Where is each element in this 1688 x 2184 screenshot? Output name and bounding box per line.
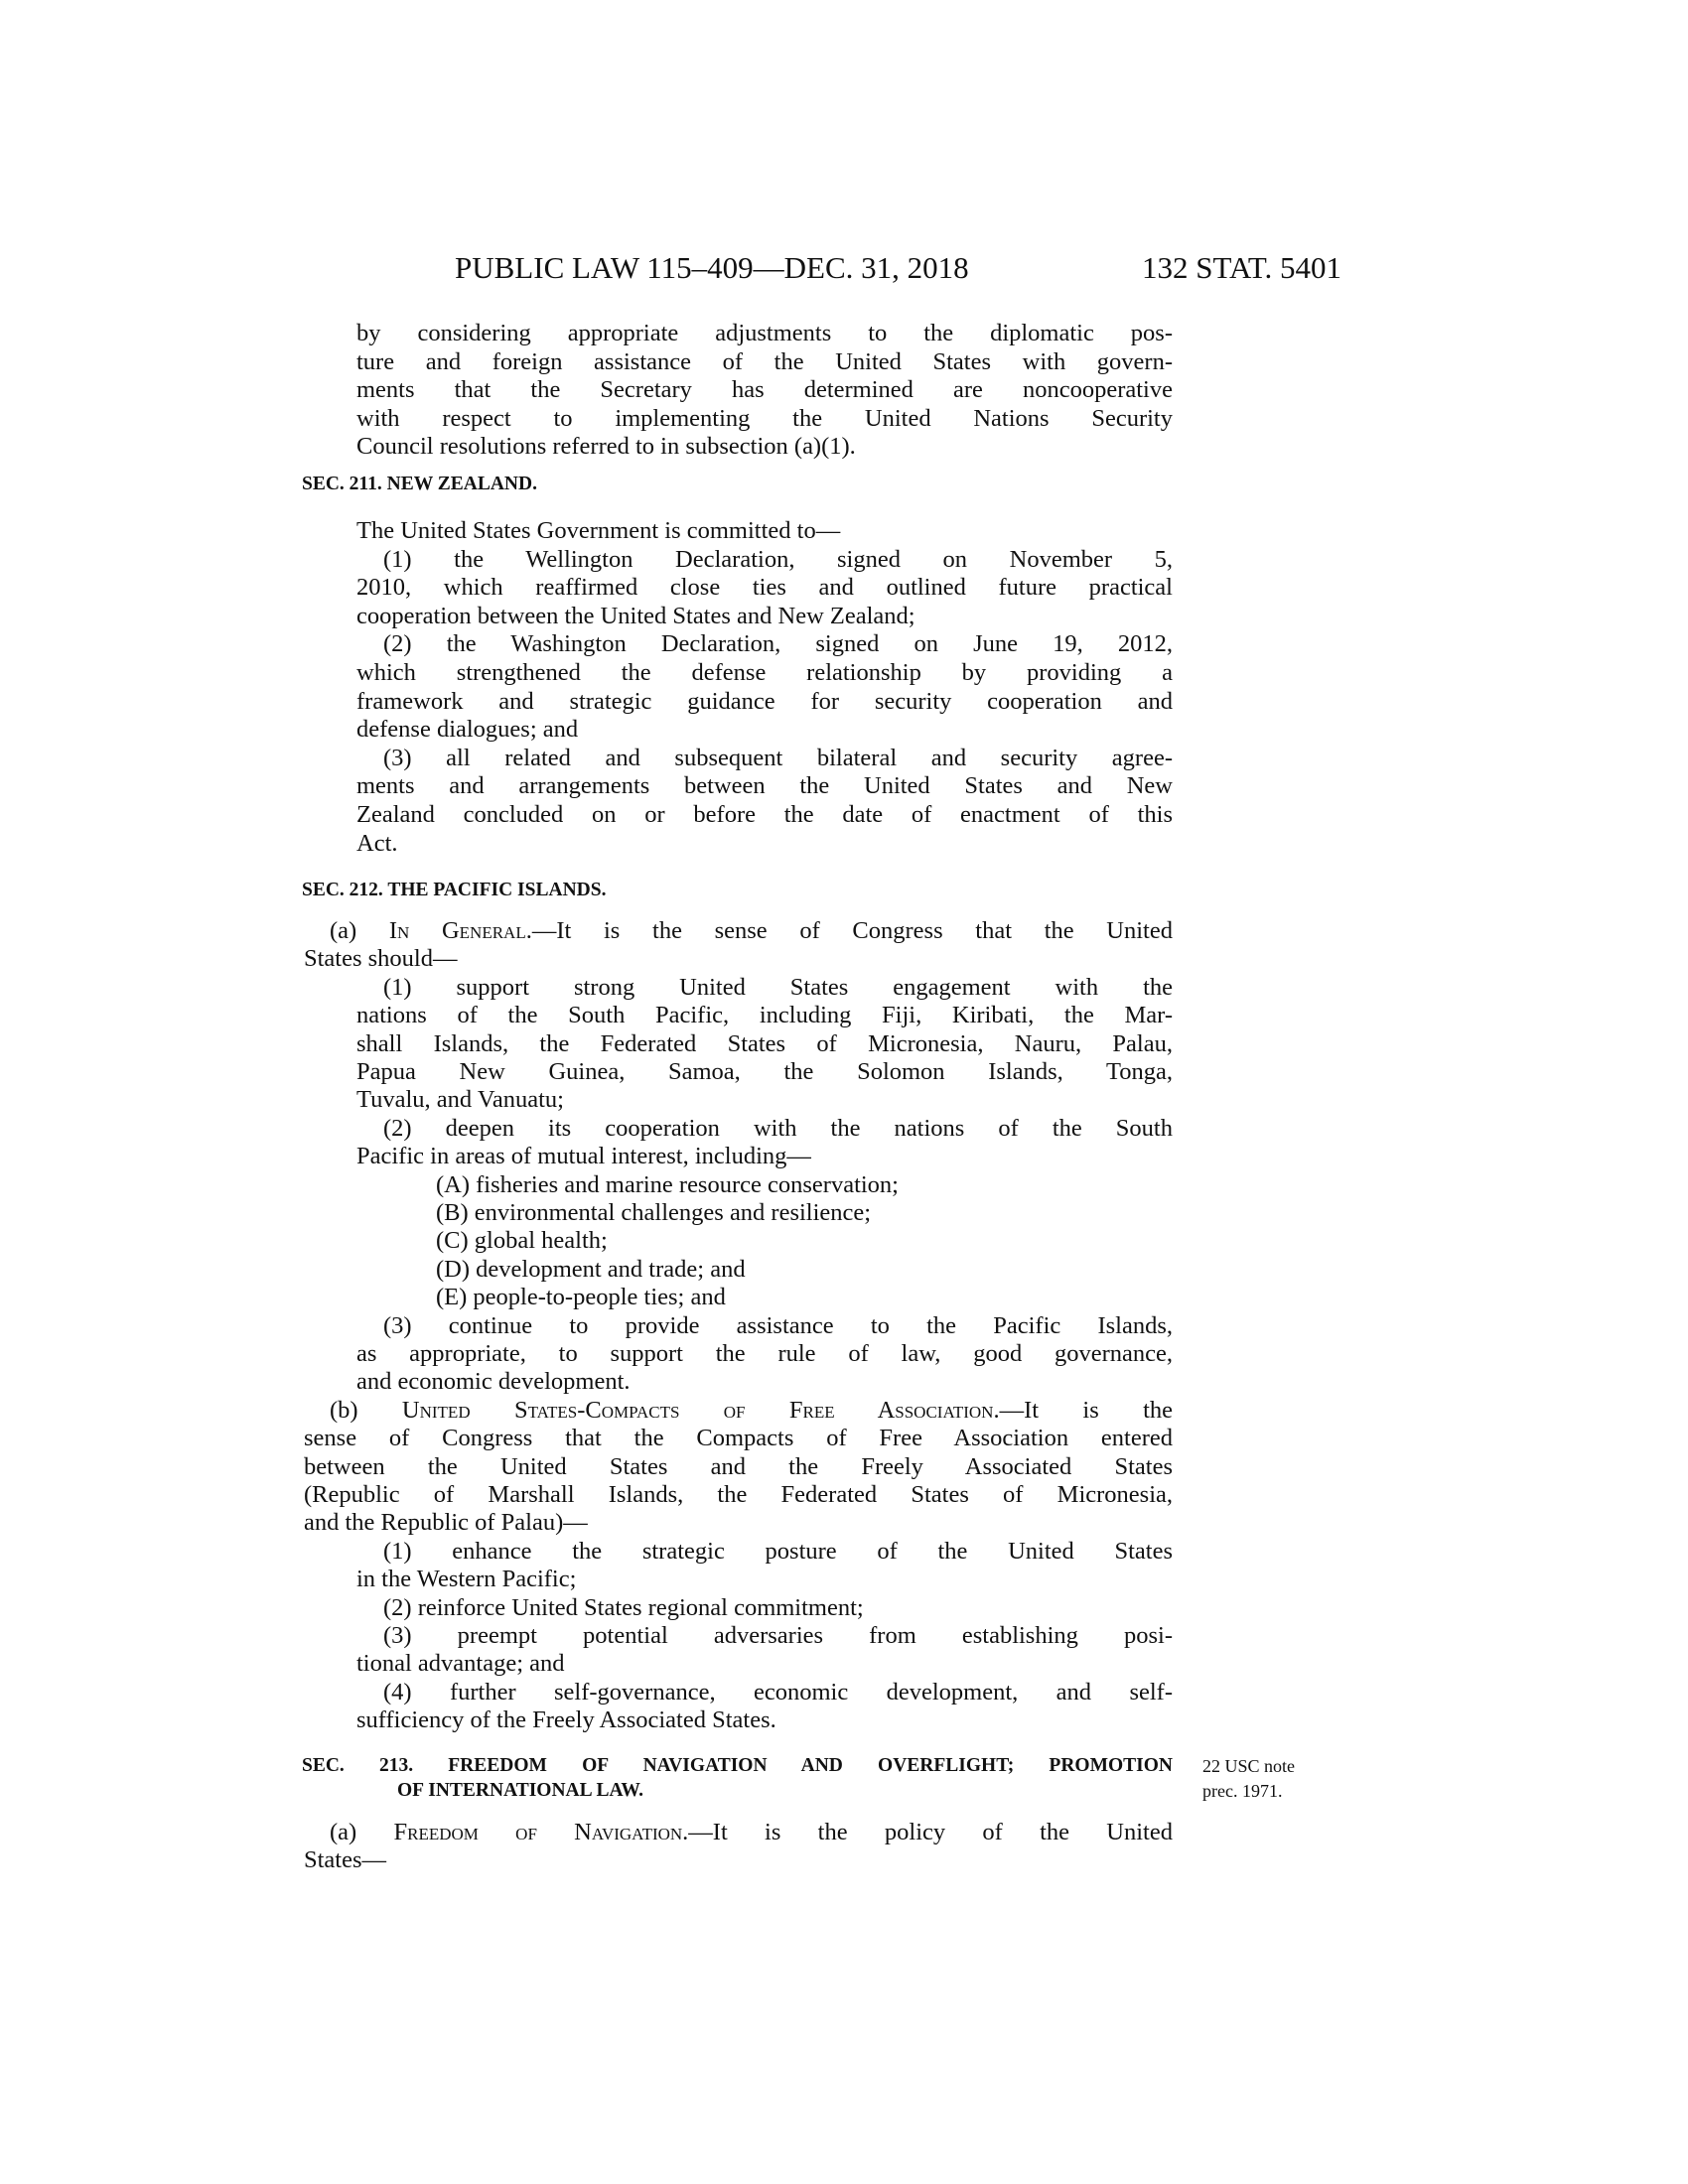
text-line: Act. xyxy=(356,829,398,857)
text-line: 2010, which reaffirmed close ties and outlined future practical xyxy=(356,574,1173,602)
text-line: tional advantage; and xyxy=(356,1650,565,1678)
text-line: defense dialogues; and xyxy=(356,716,579,744)
text-line: States— xyxy=(304,1846,387,1874)
text-line: sense of Congress that the Compacts of Free Association entered xyxy=(304,1425,1173,1452)
text-line: by considering appropriate adjustments to the diplomatic pos- xyxy=(356,320,1173,346)
text-line: (2) reinforce United States regional commitment; xyxy=(383,1593,864,1621)
text-line: ture and foreign assistance of the United States with govern- xyxy=(356,347,1173,375)
subsection-heading: Freedom of Navigation xyxy=(393,1819,683,1845)
margin-note-line2: prec. 1971. xyxy=(1202,1781,1283,1801)
text-line: (1) support strong United States engagement with the xyxy=(383,973,1173,1001)
text-line: The United States Government is committed to— xyxy=(356,517,841,544)
text-span: (a) xyxy=(330,917,389,944)
text-line: (C) global health; xyxy=(436,1227,608,1255)
text-line: (3) continue to provide assistance to the Pacific Islands, xyxy=(383,1311,1173,1339)
text-line: Pacific in areas of mutual interest, including— xyxy=(356,1143,811,1170)
text-span: .—It is the sense of Congress that the United xyxy=(525,917,1173,944)
text-line: and the Republic of Palau)— xyxy=(304,1509,588,1537)
page-number: 132 STAT. 5401 xyxy=(1142,250,1342,285)
text-span: .—It is the policy of the United xyxy=(682,1819,1173,1845)
text-line xyxy=(330,1819,1173,1846)
section-heading-211: SEC. 211. NEW ZEALAND. xyxy=(302,474,537,494)
text-line: (D) development and trade; and xyxy=(436,1255,746,1283)
text-line: (4) further self-governance, economic development, and self- xyxy=(383,1678,1173,1706)
text-line: nations of the South Pacific, including Fiji, Kiribati, the Mar- xyxy=(356,1002,1173,1029)
text-line: which strengthened the defense relationship by providing a xyxy=(356,659,1173,686)
text-line: (3) all related and subsequent bilateral and security agree- xyxy=(383,744,1173,771)
text-line: with respect to implementing the United Nations Security xyxy=(356,404,1173,432)
text-line: sufficiency of the Freely Associated States. xyxy=(356,1706,776,1734)
text-line: ments and arrangements between the United States and New xyxy=(356,772,1173,800)
text-line: Papua New Guinea, Samoa, the Solomon Islands, Tonga, xyxy=(356,1058,1173,1085)
text-span: (a) xyxy=(330,1819,394,1845)
text-line: and economic development. xyxy=(356,1368,631,1396)
text-line: in the Western Pacific; xyxy=(356,1566,577,1593)
text-span: (b) xyxy=(330,1396,402,1424)
text-line xyxy=(330,1397,1173,1425)
section-heading-212: SEC. 212. THE PACIFIC ISLANDS. xyxy=(302,880,607,900)
text-line: (Republic of Marshall Islands, the Federated States of Micronesia, xyxy=(304,1481,1173,1508)
text-line: Council resolutions referred to in subsection (a)(1). xyxy=(356,433,856,461)
text-line: ments that the Secretary has determined are noncooperative xyxy=(356,376,1173,404)
text-line: cooperation between the United States and New Zealand; xyxy=(356,602,915,629)
text-line: (1) enhance the strategic posture of the United States xyxy=(383,1537,1173,1565)
section-heading-213-line1: SEC. 213. FREEDOM OF NAVIGATION AND OVERFLIGHT; PROMOTION xyxy=(302,1755,1173,1776)
text-line: (1) the Wellington Declaration, signed on November 5, xyxy=(383,545,1173,573)
text-line: (B) environmental challenges and resilience; xyxy=(436,1199,872,1226)
running-header-title: PUBLIC LAW 115–409—DEC. 31, 2018 xyxy=(455,250,969,285)
text-line: (3) preempt potential adversaries from establishing posi- xyxy=(383,1622,1173,1649)
text-line: as appropriate, to support the rule of law, good governance, xyxy=(356,1340,1173,1367)
text-line: (A) fisheries and marine resource conservation; xyxy=(436,1170,899,1198)
subsection-heading: In General xyxy=(388,917,526,944)
text-line: Zealand concluded on or before the date of enactment of this xyxy=(356,801,1173,828)
text-line: (2) deepen its cooperation with the nations of the South xyxy=(383,1114,1173,1142)
text-line: between the United States and the Freely Associated States xyxy=(304,1452,1173,1480)
subsection-heading: United States-Compacts of Free Association xyxy=(401,1396,994,1424)
text-line: (2) the Washington Declaration, signed on June 19, 2012, xyxy=(383,630,1173,658)
section-heading-213-line2: OF INTERNATIONAL LAW. xyxy=(397,1780,643,1801)
text-line: (E) people-to-people ties; and xyxy=(436,1284,726,1311)
text-line xyxy=(330,917,1173,945)
text-line: Tuvalu, and Vanuatu; xyxy=(356,1086,564,1114)
text-line: framework and strategic guidance for security cooperation and xyxy=(356,687,1173,715)
text-span: .—It is the xyxy=(993,1396,1173,1424)
text-line: States should— xyxy=(304,945,458,973)
text-line: shall Islands, the Federated States of Micronesia, Nauru, Palau, xyxy=(356,1029,1173,1057)
margin-note-line1: 22 USC note xyxy=(1202,1756,1296,1776)
